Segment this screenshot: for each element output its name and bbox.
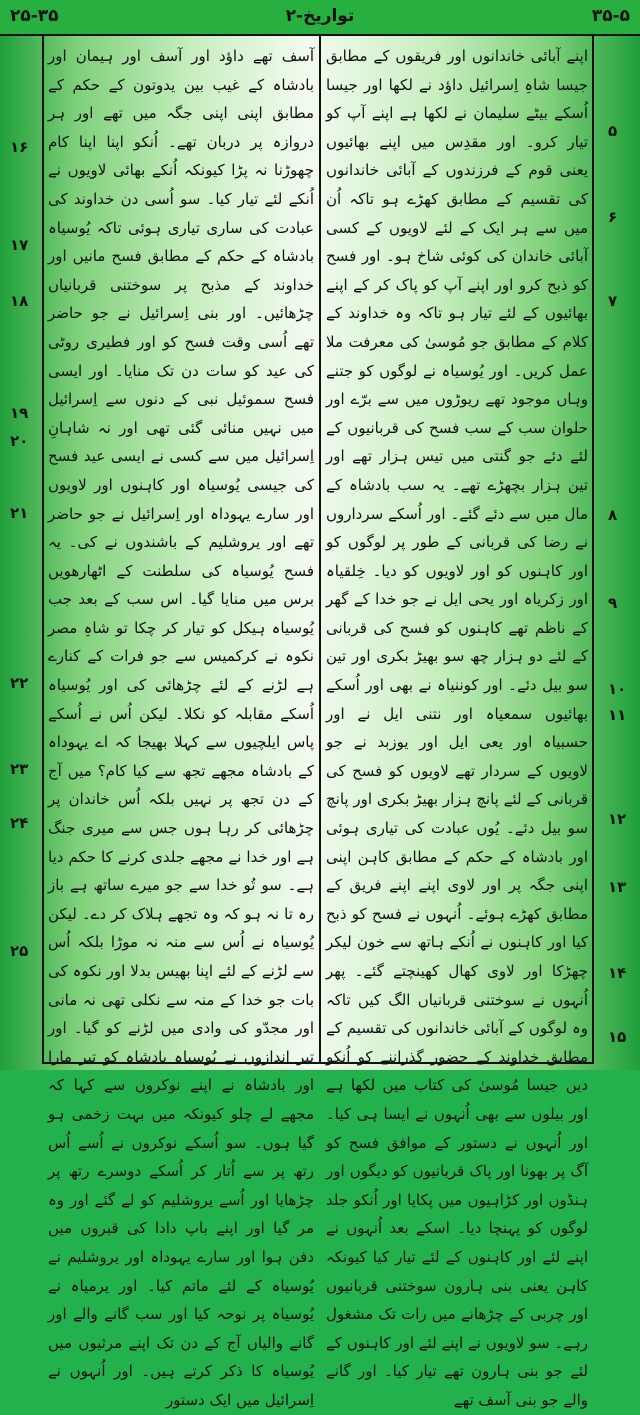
right-text-column — [326, 42, 588, 1409]
verse-number: ۱۵ — [608, 1028, 627, 1046]
verse-number: ۲۱ — [10, 504, 29, 522]
verse-number: ۷ — [608, 292, 618, 310]
verse-number: ۶ — [608, 208, 618, 226]
column-divider — [319, 36, 321, 1064]
verse-number: ۲۵ — [10, 942, 29, 960]
verse-number: ۲۲ — [10, 674, 29, 692]
verse-number: ۱۷ — [10, 236, 29, 254]
verse-number: ۱۴ — [608, 964, 627, 982]
verse-number: ۱۸ — [10, 292, 29, 310]
verse-number: ۱۹ — [10, 404, 29, 422]
header-chapter-ref-left: ۲۵-۳۵ — [10, 6, 59, 26]
verse-number: ۱۶ — [10, 138, 29, 156]
verse-number: ۲۴ — [10, 814, 29, 832]
verse-number: ۱۲ — [608, 810, 627, 828]
verse-number: ۵ — [608, 122, 618, 140]
verse-number: ۲۳ — [10, 760, 29, 778]
right-column-text: اپنے آبائی خاندانوں اور فریقوں کے مطابق جیسا شاہِ اِسرائیل داؤد نے لکھا اور جیسا اُسکے بیٹے سلیمان نے لکھا ہے اپنے آپ کو تیار کرو۔ اور مقدِس میں اپنے بھائیوں یعنی قوم کے فرزندوں کے آبائی خاندانوں کی تقسیم کے مطابق کھڑے ہو تاکہ اُن میں سے ہر ایک کے لئے لاویوں کے کسی آبائی خاندان کی کوئی شاخ ہو۔ اور فسح کو ذبح کرو اور اپنے آپ کو پاک کر کے اپنے بھائیوں کے لئے تیار ہو تاکہ وہ خداوند کے کلام کے مطابق جو مُوسیٰ کی معرفت ملا عمل کریں۔ اور یُوسیاہ نے لوگوں کو جتنے وہاں موجود تھے ریوڑوں میں سے برّے اور حلوان سب کے سب فسح کی قربانیوں کے لئے دئے جو گنتی میں تیس ہزار تھے اور تین ہزار بچھڑے تھے۔ یہ سب بادشاہ کے مال میں سے دئے گئے۔ اور اُسکے سرداروں نے رضا کی قربانی کے طور پر لوگوں کو اور کاہنوں کو اور لاویوں کو دیا۔ خِلقیاہ اور زکریاہ اور یحی ایل نے جو خدا کے گھر کے ناظم تھے کاہنوں کو فسح کی قربانی کے لئے دو ہزار چھ سو بھیڑ بکری اور تین سو بیل دئے۔ اور کوننیاہ نے بھی اور اُسکے بھائیوں سمعیاہ اور نتنی ایل نے اور حسبیاہ اور یعی ایل اور یوزبد نے جو لاویوں کے سردار تھے لاویوں کو فسح کی قربانی کے لئے پانچ ہزار بھیڑ بکری اور پانچ سو بیل دئے۔ یُوں عبادت کی تیاری ہوئی اور بادشاہ کے حکم کے مطابق کاہن اپنی اپنی جگہ پر اور لاوی اپنے اپنے فریق کے مطابق کھڑے ہوئے۔ اُنہوں نے فسح کو ذبح کیا اور کاہنوں نے اُنکے ہاتھ سے خون لیکر چھڑکا اور لاوی کھال کھینچتے گئے۔ پھر اُنہوں نے سوختنی قربانیاں الگ کیں تاکہ وہ لوگوں کے آبائی خاندانوں کی تقسیم کے مطابق خداوند کے حضور گذراننے کو اُنکو دیں جیسا مُوسیٰ کی کتاب میں لکھا ہے اور بیلوں سے بھی اُنہوں نے ایسا ہی کیا۔ اور اُنہوں نے دستور کے موافق فسح کو آگ پر بھونا اور پاک قربانیوں کو دیگوں اور ہنڈوں اور کڑاہیوں میں پکایا اور اُنکو جلد لوگوں کو پہنچا دیا۔ اسکے بعد اُنہوں نے اپنے لئے اور کاہنوں کے لئے تیار کیا کیونکہ کاہن یعنی بنی ہارون سوختنی قربانیوں اور چربی کے چڑھانے میں رات تک مشغول رہے۔ سو لاویوں نے اپنے لئے اور کاہنوں کے لئے جو بنی ہارون تھے تیار کیا۔ اور گانے والے جو بنی آسف تھے — [326, 47, 588, 1409]
verse-number: ۹ — [608, 594, 618, 612]
header-chapter-ref-right: ۳۵-۵ — [591, 6, 630, 26]
verse-number: ۱۱ — [608, 706, 627, 724]
left-text-column — [48, 42, 314, 1409]
header-book-title: ۲-تواریخ — [285, 6, 355, 26]
left-column-text: آسف تھے داؤد اور آسف اور ہیمان اور بادشاہ کے غیب بین یدوتون کے حکم کے مطابق اپنی اپنی جگہ میں تھے اور ہر دروازہ پر دربان تھے۔ اُنکو اپنا اپنا کام چھوڑنا نہ پڑا کیونکہ اُنکے بھائی لاویوں نے اُنکے لئے تیار کیا۔ سو اُسی دن خداوند کی عبادت کی ساری تیاری ہوئی تاکہ یُوسیاہ بادشاہ کے حکم کے مطابق فسح مانیں اور خداوند کے مذبح پر سوختنی قربانیاں چڑھائیں۔ اور بنی اِسرائیل نے جو حاضر تھے اُسی وقت فسح کو اور فطیری روٹی کی عید کو سات دن تک منایا۔ اور ایسی فسح سموئیل نبی کے دنوں سے اِسرائیل میں نہیں منائی گئی تھی اور نہ شاہانِ اِسرائیل میں سے کسی نے ایسی عید فسح کی جیسی یُوسیاہ اور کاہنوں اور لاویوں اور سارے یہوداہ اور اِسرائیل نے جو حاضر تھے اور یروشلیم کے باشندوں نے کی۔ یہ فسح یُوسیاہ کی سلطنت کے اٹھارھویں برس میں منایا گیا۔ اس سب کے بعد جب یُوسیاہ ہیکل کو تیار کر چکا تو شاہِ مصر نکوہ نے کرکمیس سے جو فرات کے کنارے ہے لڑنے کے لئے چڑھائی کی اور یُوسیاہ اُسکے مقابلہ کو نکلا۔ لیکن اُس نے اُسکے پاس ایلچیوں سے کہلا بھیجا کہ اے یہوداہ کے بادشاہ مجھے تجھ سے کیا کام؟ میں آج کے دن تجھ پر نہیں بلکہ اُس خاندان پر چڑھائی کر رہا ہوں جس سے میری جنگ ہے اور خدا نے مجھے جلدی کرنے کا حکم دیا ہے۔ سو تُو خدا سے جو میرے ساتھ ہے باز رہ تا نہ ہو کہ وہ تجھے ہلاک کر دے۔ لیکن یُوسیاہ نے اُس سے منہ نہ موڑا بلکہ اُس سے لڑنے کے لئے اپنا بھیس بدلا اور نکوہ کی بات جو خدا کے منہ سے نکلی تھی نہ مانی اور مجدّو کی وادی میں لڑنے کو گیا۔ اور تیر اندازوں نے یُوسیاہ بادشاہ کو تیر مارا اور بادشاہ نے اپنے نوکروں سے کہا کہ مجھے لے چلو کیونکہ میں بہت زخمی ہو گیا ہوں۔ سو اُسکے نوکروں نے اُسے اُس رتھ پر سے اُتار کر اُسکے دوسرے رتھ پر چڑھایا اور اُسے یروشلیم کو لے گئے اور وہ مر گیا اور اپنے باپ دادا کی قبروں میں دفن ہوا اور سارے یہوداہ اور یروشلیم نے یُوسیاہ کے لئے ماتم کیا۔ اور یرمیاہ نے یُوسیاہ پر نوحہ کیا اور سب گانے والے اور گانے والیاں آج کے دن تک اپنے مرثیوں میں یُوسیاہ کا ذکر کرتے ہیں۔ اور اُنہوں نے اِسرائیل میں ایک دستور — [48, 47, 314, 1409]
running-header — [0, 0, 640, 36]
verse-number: ۱۳ — [608, 878, 627, 896]
verse-number: ۸ — [608, 506, 618, 524]
verse-number: ۱۰ — [608, 680, 627, 698]
verse-number: ۲۰ — [10, 432, 29, 450]
